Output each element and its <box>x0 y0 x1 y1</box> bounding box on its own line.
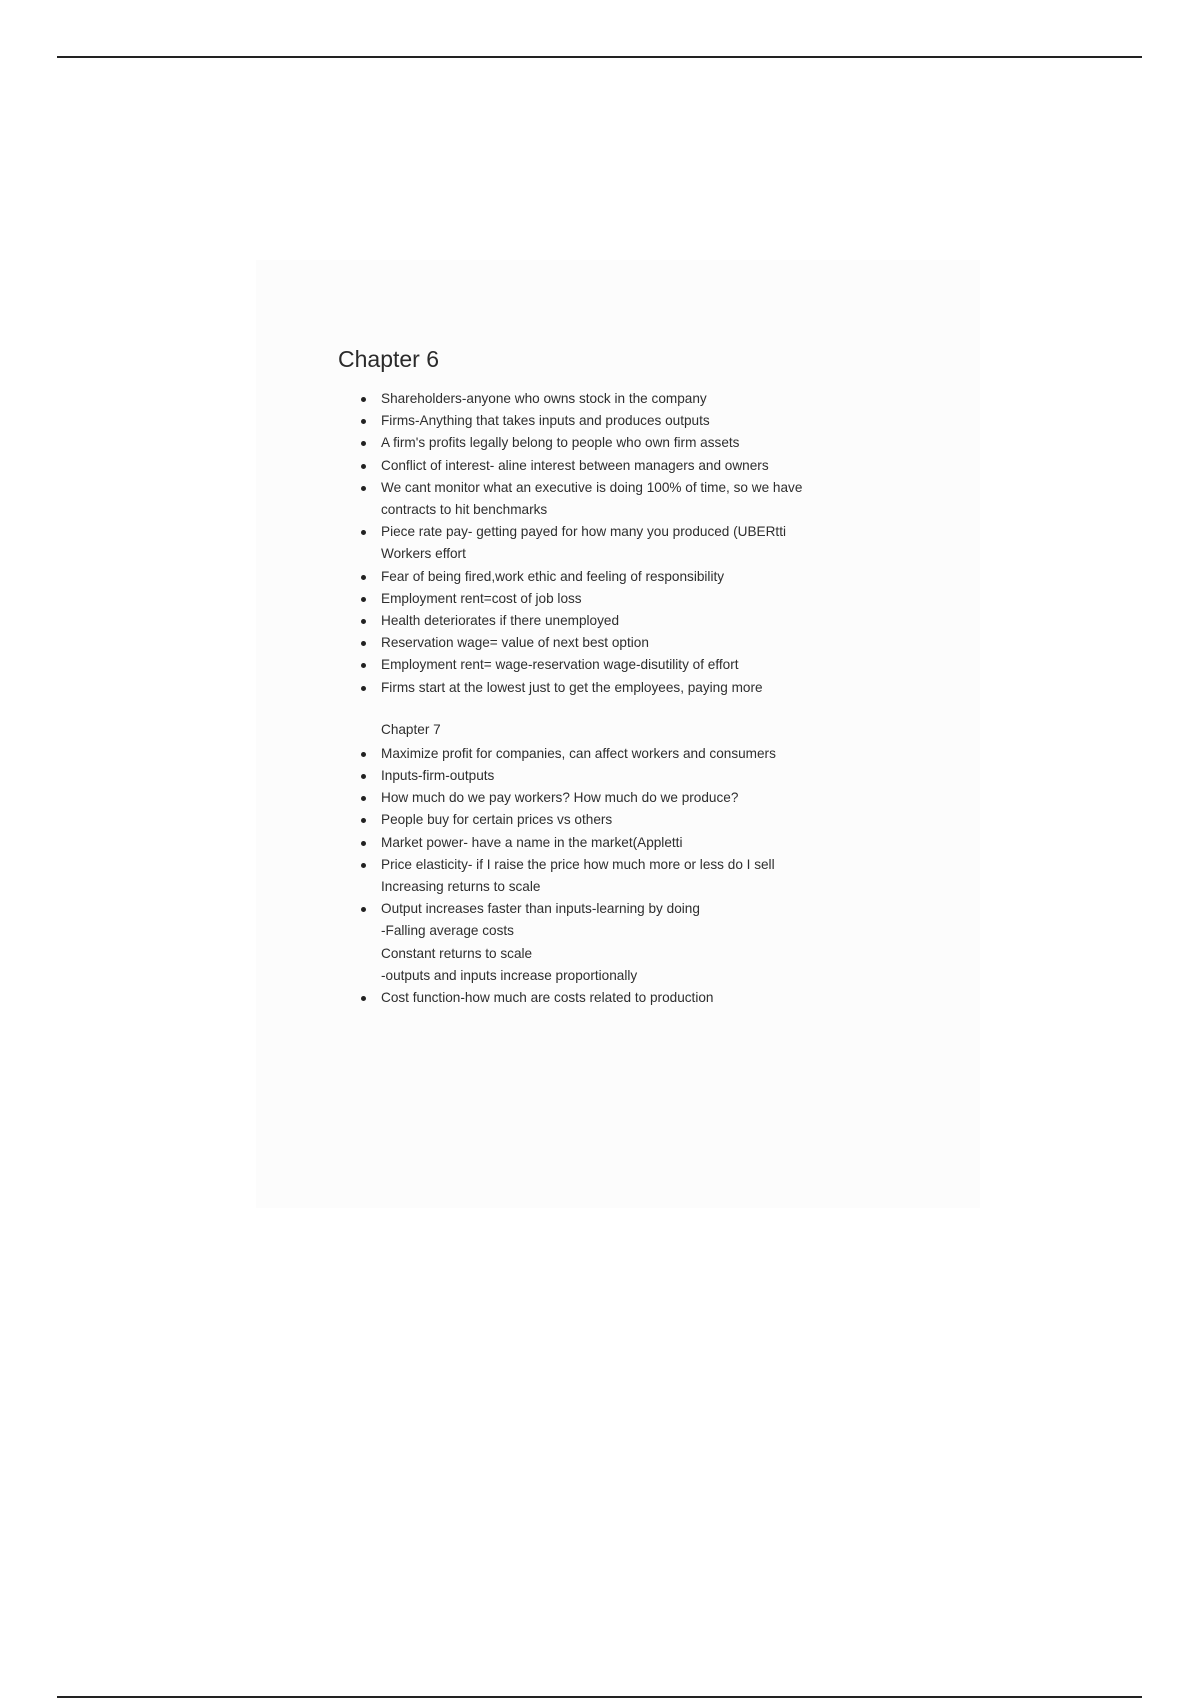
chapter-7-title: Chapter 7 <box>381 721 441 737</box>
list-item: Firms-Anything that takes inputs and produces outputs <box>338 410 898 432</box>
header-rule <box>57 56 1142 58</box>
list-item: Health deteriorates if there unemployed <box>338 610 898 632</box>
list-item: Firms start at the lowest just to get the employees, paying more <box>338 677 898 699</box>
list-item: People buy for certain prices vs others <box>338 809 898 831</box>
section-gap <box>338 699 898 719</box>
list-item: Inputs-firm-outputs <box>338 765 898 787</box>
chapter-7-list <box>338 743 898 1009</box>
list-item: Reservation wage= value of next best option <box>338 632 898 654</box>
list-item-continuation: -outputs and inputs increase proportionally <box>381 967 638 983</box>
chapter-6-list <box>338 388 898 699</box>
list-item: Market power- have a name in the market(Appletti <box>338 832 898 854</box>
footer-rule <box>57 1696 1142 1698</box>
list-item: Piece rate pay- getting payed for how many you produced (UBERtti <box>338 521 898 543</box>
list-item: Employment rent= wage-reservation wage-disutility of effort <box>338 654 898 676</box>
list-item: Price elasticity- if I raise the price how much more or less do I sell <box>338 854 898 876</box>
list-item-continuation: Constant returns to scale <box>381 945 533 961</box>
list-item: Employment rent=cost of job loss <box>338 588 898 610</box>
list-item: Output increases faster than inputs-learning by doing <box>338 898 898 920</box>
list-item: Conflict of interest- aline interest between managers and owners <box>338 455 898 477</box>
list-item: Maximize profit for companies, can affect workers and consumers <box>338 743 898 765</box>
list-item: Shareholders-anyone who owns stock in the company <box>338 388 898 410</box>
list-item-continuation: contracts to hit benchmarks <box>381 502 548 518</box>
list-item-continuation: Workers effort <box>381 546 466 562</box>
list-item-continuation: Increasing returns to scale <box>381 879 541 895</box>
notes-content <box>338 344 898 1009</box>
list-item: We cant monitor what an executive is doing 100% of time, so we have <box>338 477 898 499</box>
list-item: Fear of being fired,work ethic and feeling of responsibility <box>338 566 898 588</box>
list-item-continuation: -Falling average costs <box>381 923 514 939</box>
chapter-6-title: Chapter 6 <box>338 346 440 372</box>
list-item: A firm's profits legally belong to people who own firm assets <box>338 432 898 454</box>
list-item: How much do we pay workers? How much do we produce? <box>338 787 898 809</box>
list-item: Cost function-how much are costs related to production <box>338 987 898 1009</box>
